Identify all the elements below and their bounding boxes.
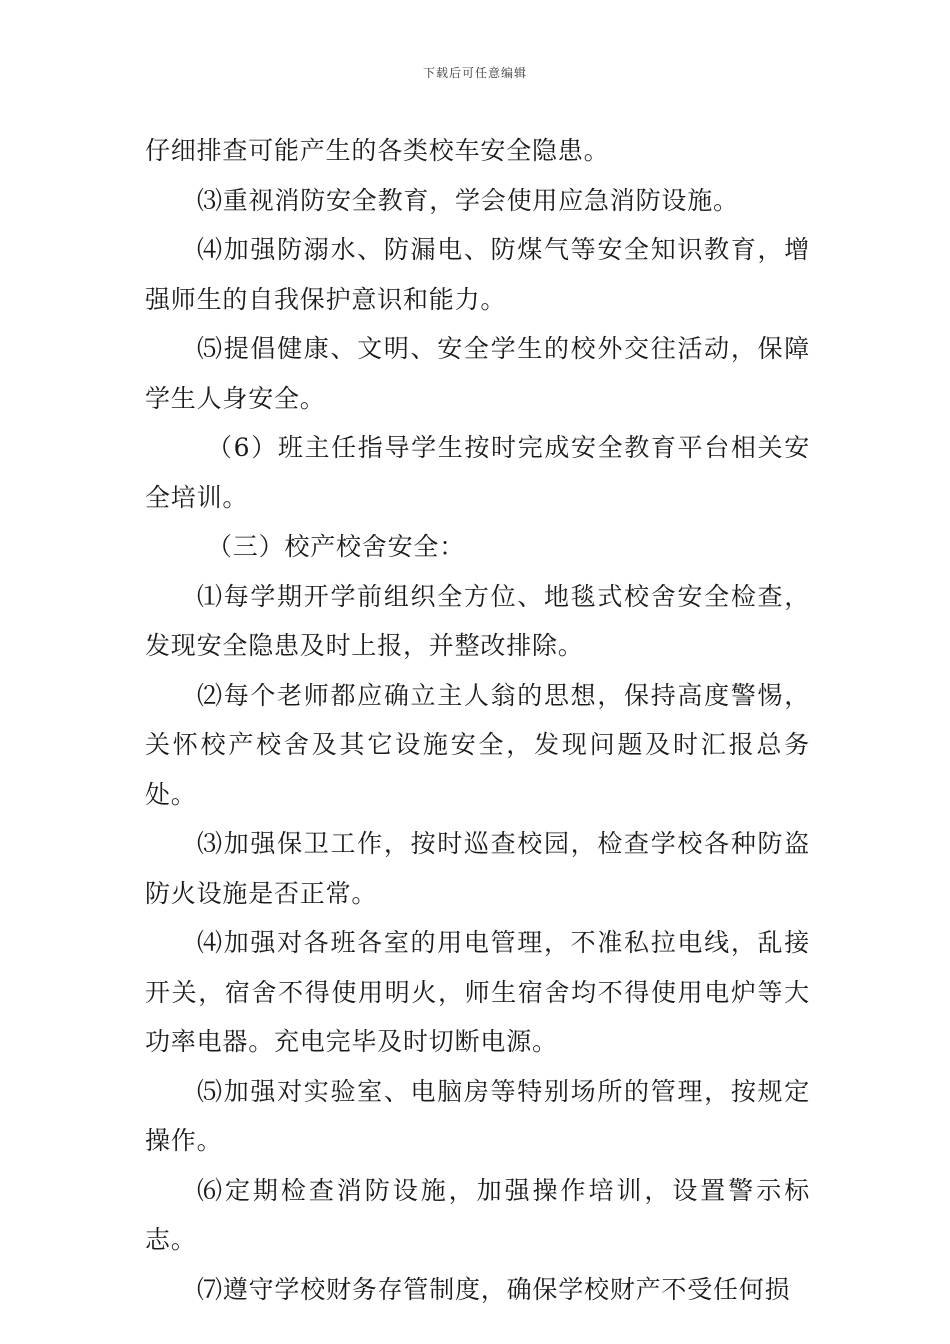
section-heading: （三）校产校舍安全： [207, 532, 466, 561]
paragraph-7: ⑴每学期开学前组织全方位、地毯式校舍安全检查，发现安全隐患及时上报，并整改排除。 [145, 581, 810, 660]
paragraph-9: ⑶加强保卫工作，按时巡查校园，检查学校各种防盗防火设施是否正常。 [145, 829, 810, 908]
paragraph-8: ⑵每个老师都应确立主人翁的思想，保持高度警惕，关怀校产校舍及其它设施安全，发现问题及时汇报总务处。 [145, 680, 810, 809]
page-header-note: 下载后可任意编辑 [422, 66, 527, 80]
paragraph-4: ⑸提倡健康、文明、安全学生的校外交往活动，保障学生人身安全。 [145, 334, 810, 413]
paragraph-12: ⑹定期检查消防设施，加强操作培训，设置警示标志。 [145, 1175, 810, 1254]
paragraph-10: ⑷加强对各班各室的用电管理，不准私拉电线，乱接开关，宿舍不得使用明火，师生宿舍均不得使用电炉等大功率电器。充电完毕及时切断电源。 [145, 928, 810, 1056]
paragraph-13: ⑺遵守学校财务存管制度，确保学校财产不受任何损 [197, 1274, 791, 1304]
paragraph-2: ⑶重视消防安全教育，学会使用应急消防设施。 [197, 185, 739, 215]
body-text [145, 126, 810, 1314]
paragraph-3: ⑷加强防溺水、防漏电、防煤气等安全知识教育，增强师生的自我保护意识和能力。 [145, 235, 810, 314]
paragraph-11: ⑸加强对实验室、电脑房等特别场所的管理，按规定操作。 [145, 1076, 810, 1155]
paragraph-5: （6）班主任指导学生按时完成安全教育平台相关安全培训。 [145, 433, 810, 512]
paragraph-1: 仔细排查可能产生的各类校车安全隐患。 [145, 136, 610, 165]
